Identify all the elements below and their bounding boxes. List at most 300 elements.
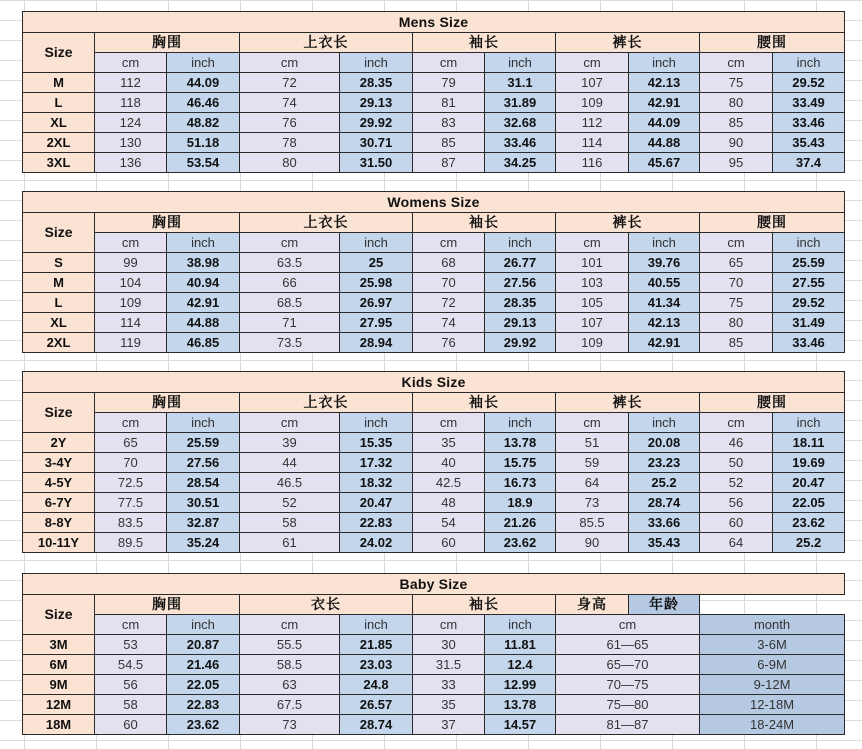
- table-title: Womens Size: [23, 192, 845, 213]
- value-cell: 22.83: [340, 513, 413, 533]
- table-title-row: [23, 12, 845, 33]
- value-cell: 72.5: [95, 473, 167, 493]
- size-label-cell: 3XL: [23, 153, 95, 173]
- table-row: [23, 333, 845, 353]
- unit-header: cm: [95, 413, 167, 433]
- size-label-cell: XL: [23, 313, 95, 333]
- value-cell: 90: [700, 133, 773, 153]
- size-label-cell: 18M: [23, 715, 95, 735]
- value-cell: 33.66: [629, 513, 700, 533]
- value-cell: 22.05: [773, 493, 845, 513]
- value-cell: 65—70: [556, 655, 700, 675]
- unit-header: cm: [556, 53, 629, 73]
- value-cell: 59: [556, 453, 629, 473]
- mens-size-table: [22, 11, 845, 173]
- size-label-cell: M: [23, 73, 95, 93]
- value-cell: 31.5: [413, 655, 485, 675]
- value-cell: 66: [240, 273, 340, 293]
- table-row: [23, 433, 845, 453]
- value-cell: 74: [413, 313, 485, 333]
- value-cell: 20.87: [167, 635, 240, 655]
- value-cell: 35.43: [629, 533, 700, 553]
- value-cell: 51: [556, 433, 629, 453]
- measurement-group-header: 衣长: [240, 595, 413, 615]
- value-cell: 42.5: [413, 473, 485, 493]
- value-cell: 41.34: [629, 293, 700, 313]
- group-header-row: [23, 33, 845, 53]
- value-cell: 72: [413, 293, 485, 313]
- value-cell: 28.74: [629, 493, 700, 513]
- unit-header: inch: [167, 413, 240, 433]
- value-cell: 29.52: [773, 293, 845, 313]
- value-cell: 25.98: [340, 273, 413, 293]
- table-row: [23, 513, 845, 533]
- value-cell: 37.4: [773, 153, 845, 173]
- value-cell: 63: [240, 675, 340, 695]
- unit-header: cm: [95, 53, 167, 73]
- value-cell: 70: [700, 273, 773, 293]
- table-row: [23, 253, 845, 273]
- value-cell: 6-9M: [700, 655, 845, 675]
- value-cell: 68: [413, 253, 485, 273]
- value-cell: 21.46: [167, 655, 240, 675]
- value-cell: 46: [700, 433, 773, 453]
- table-row: [23, 473, 845, 493]
- value-cell: 23.62: [773, 513, 845, 533]
- table-row: [23, 695, 845, 715]
- size-column-header: Size: [23, 33, 95, 73]
- value-cell: 75: [700, 73, 773, 93]
- value-cell: 85: [700, 333, 773, 353]
- measurement-group-header: 胸围: [95, 213, 240, 233]
- value-cell: 27.56: [167, 453, 240, 473]
- baby-size-table: [22, 573, 845, 735]
- value-cell: 40: [413, 453, 485, 473]
- value-cell: 75: [700, 293, 773, 313]
- unit-header-row: [23, 53, 845, 73]
- table-row: [23, 293, 845, 313]
- table-row: [23, 655, 845, 675]
- value-cell: 29.92: [485, 333, 556, 353]
- value-cell: 65: [700, 253, 773, 273]
- value-cell: 83: [413, 113, 485, 133]
- value-cell: 52: [700, 473, 773, 493]
- value-cell: 75—80: [556, 695, 700, 715]
- value-cell: 56: [700, 493, 773, 513]
- table-row: [23, 273, 845, 293]
- value-cell: 109: [95, 293, 167, 313]
- value-cell: 20.08: [629, 433, 700, 453]
- unit-header: inch: [485, 615, 556, 635]
- value-cell: 21.26: [485, 513, 556, 533]
- value-cell: 56: [95, 675, 167, 695]
- unit-header-row: [23, 233, 845, 253]
- unit-header: inch: [167, 233, 240, 253]
- value-cell: 72: [240, 73, 340, 93]
- value-cell: 80: [700, 93, 773, 113]
- table-row: [23, 675, 845, 695]
- measurement-group-header: 年龄: [629, 595, 700, 615]
- value-cell: 44: [240, 453, 340, 473]
- value-cell: 24.02: [340, 533, 413, 553]
- value-cell: 65: [95, 433, 167, 453]
- unit-header: inch: [629, 233, 700, 253]
- value-cell: 89.5: [95, 533, 167, 553]
- measurement-group-header: 腰围: [700, 393, 845, 413]
- size-label-cell: 2Y: [23, 433, 95, 453]
- value-cell: 3-6M: [700, 635, 845, 655]
- value-cell: 80: [240, 153, 340, 173]
- unit-header: cm: [413, 615, 485, 635]
- table-title: Baby Size: [23, 574, 845, 595]
- value-cell: 33.46: [773, 113, 845, 133]
- value-cell: 31.89: [485, 93, 556, 113]
- value-cell: 15.75: [485, 453, 556, 473]
- size-label-cell: 4-5Y: [23, 473, 95, 493]
- value-cell: 119: [95, 333, 167, 353]
- table-row: [23, 453, 845, 473]
- unit-header: cm: [240, 413, 340, 433]
- measurement-group-header: 裤长: [556, 33, 700, 53]
- value-cell: 90: [556, 533, 629, 553]
- value-cell: 54.5: [95, 655, 167, 675]
- unit-header: inch: [629, 53, 700, 73]
- unit-header: cm: [240, 53, 340, 73]
- value-cell: 46.46: [167, 93, 240, 113]
- value-cell: 58: [240, 513, 340, 533]
- unit-header: month: [700, 615, 845, 635]
- value-cell: 48.82: [167, 113, 240, 133]
- value-cell: 60: [95, 715, 167, 735]
- value-cell: 28.94: [340, 333, 413, 353]
- value-cell: 40.55: [629, 273, 700, 293]
- unit-header: cm: [95, 233, 167, 253]
- value-cell: 28.54: [167, 473, 240, 493]
- value-cell: 18-24M: [700, 715, 845, 735]
- value-cell: 13.78: [485, 695, 556, 715]
- value-cell: 50: [700, 453, 773, 473]
- size-column-header: Size: [23, 213, 95, 253]
- unit-header: cm: [413, 53, 485, 73]
- value-cell: 116: [556, 153, 629, 173]
- value-cell: 74: [240, 93, 340, 113]
- value-cell: 20.47: [340, 493, 413, 513]
- measurement-group-header: 胸围: [95, 595, 240, 615]
- unit-header: inch: [167, 53, 240, 73]
- size-label-cell: 2XL: [23, 133, 95, 153]
- unit-header: cm: [556, 233, 629, 253]
- measurement-group-header: 袖长: [413, 393, 556, 413]
- value-cell: 45.67: [629, 153, 700, 173]
- value-cell: 70: [413, 273, 485, 293]
- value-cell: 85: [413, 133, 485, 153]
- measurement-group-header: 腰围: [700, 33, 845, 53]
- size-label-cell: 3-4Y: [23, 453, 95, 473]
- measurement-group-header: 上衣长: [240, 393, 413, 413]
- value-cell: 28.35: [485, 293, 556, 313]
- value-cell: 26.97: [340, 293, 413, 313]
- value-cell: 64: [700, 533, 773, 553]
- value-cell: 107: [556, 313, 629, 333]
- value-cell: 112: [95, 73, 167, 93]
- unit-header: cm: [240, 233, 340, 253]
- value-cell: 51.18: [167, 133, 240, 153]
- unit-header: inch: [340, 413, 413, 433]
- value-cell: 55.5: [240, 635, 340, 655]
- value-cell: 53: [95, 635, 167, 655]
- value-cell: 67.5: [240, 695, 340, 715]
- measurement-group-header: 腰围: [700, 213, 845, 233]
- unit-header-row: [23, 615, 845, 635]
- table-title: Kids Size: [23, 372, 845, 393]
- size-label-cell: 6M: [23, 655, 95, 675]
- value-cell: 61: [240, 533, 340, 553]
- unit-header: cm: [700, 233, 773, 253]
- measurement-group-header: 裤长: [556, 393, 700, 413]
- value-cell: 9-12M: [700, 675, 845, 695]
- table-row: [23, 93, 845, 113]
- unit-header: inch: [340, 53, 413, 73]
- size-label-cell: L: [23, 293, 95, 313]
- value-cell: 12.99: [485, 675, 556, 695]
- value-cell: 15.35: [340, 433, 413, 453]
- value-cell: 27.95: [340, 313, 413, 333]
- value-cell: 37: [413, 715, 485, 735]
- value-cell: 16.73: [485, 473, 556, 493]
- value-cell: 109: [556, 93, 629, 113]
- value-cell: 25.2: [773, 533, 845, 553]
- unit-header: inch: [773, 53, 845, 73]
- value-cell: 25.59: [773, 253, 845, 273]
- value-cell: 73: [240, 715, 340, 735]
- value-cell: 32.68: [485, 113, 556, 133]
- value-cell: 12-18M: [700, 695, 845, 715]
- unit-header: inch: [629, 413, 700, 433]
- value-cell: 76: [413, 333, 485, 353]
- value-cell: 35.43: [773, 133, 845, 153]
- size-label-cell: 10-11Y: [23, 533, 95, 553]
- value-cell: 34.25: [485, 153, 556, 173]
- value-cell: 18.11: [773, 433, 845, 453]
- value-cell: 23.03: [340, 655, 413, 675]
- unit-header: inch: [773, 413, 845, 433]
- value-cell: 83.5: [95, 513, 167, 533]
- value-cell: 14.57: [485, 715, 556, 735]
- size-label-cell: 2XL: [23, 333, 95, 353]
- value-cell: 29.92: [340, 113, 413, 133]
- value-cell: 68.5: [240, 293, 340, 313]
- value-cell: 29.13: [340, 93, 413, 113]
- value-cell: 11.81: [485, 635, 556, 655]
- table-row: [23, 73, 845, 93]
- value-cell: 29.52: [773, 73, 845, 93]
- value-cell: 58: [95, 695, 167, 715]
- value-cell: 52: [240, 493, 340, 513]
- value-cell: 85: [700, 113, 773, 133]
- value-cell: 114: [556, 133, 629, 153]
- size-label-cell: 3M: [23, 635, 95, 655]
- value-cell: 17.32: [340, 453, 413, 473]
- value-cell: 32.87: [167, 513, 240, 533]
- value-cell: 13.78: [485, 433, 556, 453]
- value-cell: 18.32: [340, 473, 413, 493]
- unit-header: cm: [700, 53, 773, 73]
- value-cell: 107: [556, 73, 629, 93]
- value-cell: 104: [95, 273, 167, 293]
- measurement-group-header: 袖长: [413, 595, 556, 615]
- table-title-row: [23, 372, 845, 393]
- unit-header: inch: [167, 615, 240, 635]
- value-cell: 23.62: [485, 533, 556, 553]
- value-cell: 30.51: [167, 493, 240, 513]
- measurement-group-header: 上衣长: [240, 213, 413, 233]
- unit-header: cm: [95, 615, 167, 635]
- value-cell: 99: [95, 253, 167, 273]
- value-cell: 60: [413, 533, 485, 553]
- table-row: [23, 635, 845, 655]
- table-row: [23, 133, 845, 153]
- unit-header: inch: [485, 53, 556, 73]
- table-row: [23, 153, 845, 173]
- value-cell: 23.62: [167, 715, 240, 735]
- value-cell: 42.91: [629, 333, 700, 353]
- size-label-cell: 9M: [23, 675, 95, 695]
- value-cell: 21.85: [340, 635, 413, 655]
- value-cell: 85.5: [556, 513, 629, 533]
- value-cell: 28.74: [340, 715, 413, 735]
- measurement-group-header: 身高: [556, 595, 629, 615]
- value-cell: 44.09: [167, 73, 240, 93]
- value-cell: 35.24: [167, 533, 240, 553]
- value-cell: 30: [413, 635, 485, 655]
- value-cell: 30.71: [340, 133, 413, 153]
- value-cell: 109: [556, 333, 629, 353]
- value-cell: 87: [413, 153, 485, 173]
- value-cell: 31.1: [485, 73, 556, 93]
- value-cell: 71: [240, 313, 340, 333]
- value-cell: 124: [95, 113, 167, 133]
- value-cell: 130: [95, 133, 167, 153]
- value-cell: 118: [95, 93, 167, 113]
- value-cell: 31.50: [340, 153, 413, 173]
- value-cell: 44.88: [629, 133, 700, 153]
- size-label-cell: 8-8Y: [23, 513, 95, 533]
- value-cell: 29.13: [485, 313, 556, 333]
- value-cell: 46.85: [167, 333, 240, 353]
- value-cell: 80: [700, 313, 773, 333]
- measurement-group-header: 胸围: [95, 393, 240, 413]
- value-cell: 101: [556, 253, 629, 273]
- value-cell: 28.35: [340, 73, 413, 93]
- measurement-group-header: 上衣长: [240, 33, 413, 53]
- value-cell: 54: [413, 513, 485, 533]
- value-cell: 23.23: [629, 453, 700, 473]
- value-cell: 33.46: [773, 333, 845, 353]
- measurement-group-header: 胸围: [95, 33, 240, 53]
- unit-header: inch: [485, 233, 556, 253]
- unit-header: cm: [240, 615, 340, 635]
- value-cell: 60: [700, 513, 773, 533]
- value-cell: 26.57: [340, 695, 413, 715]
- value-cell: 39: [240, 433, 340, 453]
- value-cell: 44.09: [629, 113, 700, 133]
- value-cell: 31.49: [773, 313, 845, 333]
- womens-size-table: [22, 191, 845, 353]
- value-cell: 63.5: [240, 253, 340, 273]
- unit-header: inch: [340, 233, 413, 253]
- value-cell: 136: [95, 153, 167, 173]
- value-cell: 22.05: [167, 675, 240, 695]
- group-header-row: [23, 595, 845, 615]
- unit-header: inch: [773, 233, 845, 253]
- value-cell: 25: [340, 253, 413, 273]
- value-cell: 19.69: [773, 453, 845, 473]
- unit-header: cm: [413, 413, 485, 433]
- value-cell: 73: [556, 493, 629, 513]
- value-cell: 33: [413, 675, 485, 695]
- table-row: [23, 113, 845, 133]
- group-header-row: [23, 213, 845, 233]
- value-cell: 70: [95, 453, 167, 473]
- unit-header-row: [23, 413, 845, 433]
- table-row: [23, 313, 845, 333]
- value-cell: 35: [413, 433, 485, 453]
- value-cell: 105: [556, 293, 629, 313]
- value-cell: 46.5: [240, 473, 340, 493]
- value-cell: 24.8: [340, 675, 413, 695]
- kids-size-table: [22, 371, 845, 553]
- unit-header: cm: [700, 413, 773, 433]
- value-cell: 42.13: [629, 313, 700, 333]
- value-cell: 27.56: [485, 273, 556, 293]
- size-label-cell: 6-7Y: [23, 493, 95, 513]
- value-cell: 81—87: [556, 715, 700, 735]
- value-cell: 73.5: [240, 333, 340, 353]
- value-cell: 22.83: [167, 695, 240, 715]
- size-column-header: Size: [23, 595, 95, 635]
- value-cell: 25.59: [167, 433, 240, 453]
- value-cell: 33.46: [485, 133, 556, 153]
- value-cell: 39.76: [629, 253, 700, 273]
- value-cell: 42.91: [167, 293, 240, 313]
- group-header-row: [23, 393, 845, 413]
- value-cell: 42.13: [629, 73, 700, 93]
- value-cell: 18.9: [485, 493, 556, 513]
- unit-header: inch: [340, 615, 413, 635]
- value-cell: 42.91: [629, 93, 700, 113]
- value-cell: 27.55: [773, 273, 845, 293]
- value-cell: 12.4: [485, 655, 556, 675]
- value-cell: 58.5: [240, 655, 340, 675]
- unit-header: inch: [485, 413, 556, 433]
- unit-header: cm: [556, 413, 629, 433]
- measurement-group-header: 袖长: [413, 213, 556, 233]
- table-title: Mens Size: [23, 12, 845, 33]
- value-cell: 77.5: [95, 493, 167, 513]
- table-row: [23, 533, 845, 553]
- value-cell: 95: [700, 153, 773, 173]
- value-cell: 38.98: [167, 253, 240, 273]
- value-cell: 79: [413, 73, 485, 93]
- table-row: [23, 715, 845, 735]
- value-cell: 44.88: [167, 313, 240, 333]
- value-cell: 103: [556, 273, 629, 293]
- value-cell: 53.54: [167, 153, 240, 173]
- value-cell: 64: [556, 473, 629, 493]
- measurement-group-header: 袖长: [413, 33, 556, 53]
- measurement-group-header: 裤长: [556, 213, 700, 233]
- value-cell: 25.2: [629, 473, 700, 493]
